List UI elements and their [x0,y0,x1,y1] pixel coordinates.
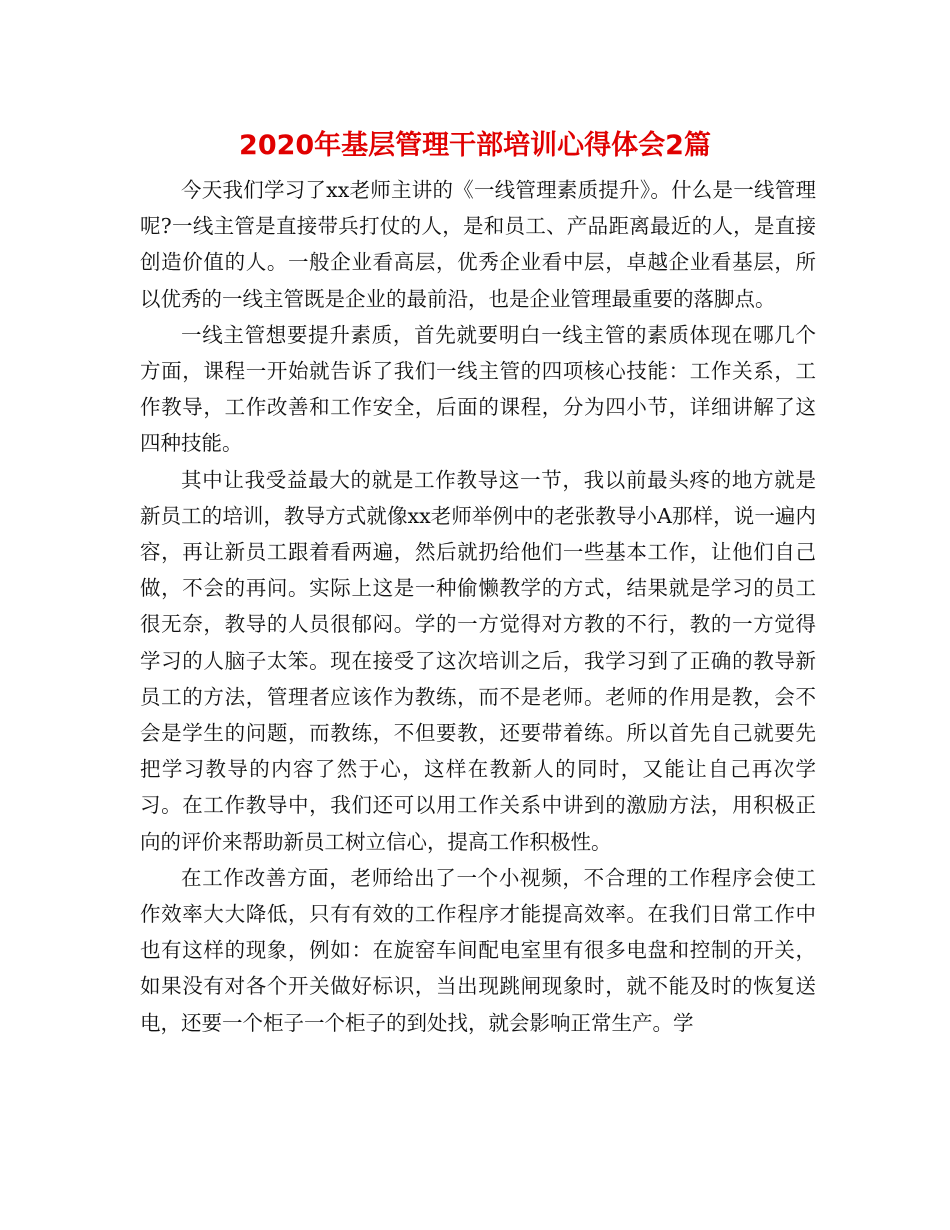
paragraph: 今天我们学习了xx老师主讲的《一线管理素质提升》。什么是一线管理呢?一线主管是直接带兵打仗的人，是和员工、产品距离最近的人，是直接创造价值的人。一般企业看高层，优秀企业看中层，卓越企业看基层，所以优秀的一线主管既是企业的最前沿，也是企业管理最重要的落脚点。 [140,178,816,311]
paragraph: 一线主管想要提升素质，首先就要明白一线主管的素质体现在哪几个方面，课程一开始就告诉了我们一线主管的四项核心技能：工作关系，工作教导，工作改善和工作安全，后面的课程，分为四小节，详细讲解了这四种技能。 [140,322,816,456]
document-title: 2020年基层管理干部培训心得体会2篇 [239,130,711,161]
document-body [140,172,816,1041]
paragraph: 在工作改善方面，老师给出了一个小视频，不合理的工作程序会使工作效率大大降低，只有有效的工作程序才能提高效率。在我们日常工作中也有这样的现象，例如：在旋窑车间配电室里有很多电盘和控制的开关，如果没有对各个开关做好标识，当出现跳闸现象时，就不能及时的恢复送电，还要一个柜子一个柜子的到处找，就会影响正常生产。学 [140,865,816,1035]
paragraph: 其中让我受益最大的就是工作教导这一节，我以前最头疼的地方就是新员工的培训，教导方式就像xx老师举例中的老张教导小A那样，说一遍内容，再让新员工跟着看两遍，然后就扔给他们一些基本工作，让他们自己做，不会的再问。实际上这是一种偷懒教学的方式，结果就是学习的员工很无奈，教导的人员很郁闷。学的一方觉得对方教的不行，教的一方觉得学习的人脑子太笨。现在接受了这次培训之后，我学习到了正确的教导新员工的方法，管理者应该作为教练，而不是老师。老师的作用是教，会不会是学生的问题，而教练，不但要教，还要带着练。所以首先自己就要先把学习教导的内容了然于心，这样在教新人的同时，又能让自己再次学习。在工作教导中，我们还可以用工作关系中讲到的激励方法，用积极正向的评价来帮助新员工树立信心，提高工作积极性。 [140,467,816,854]
